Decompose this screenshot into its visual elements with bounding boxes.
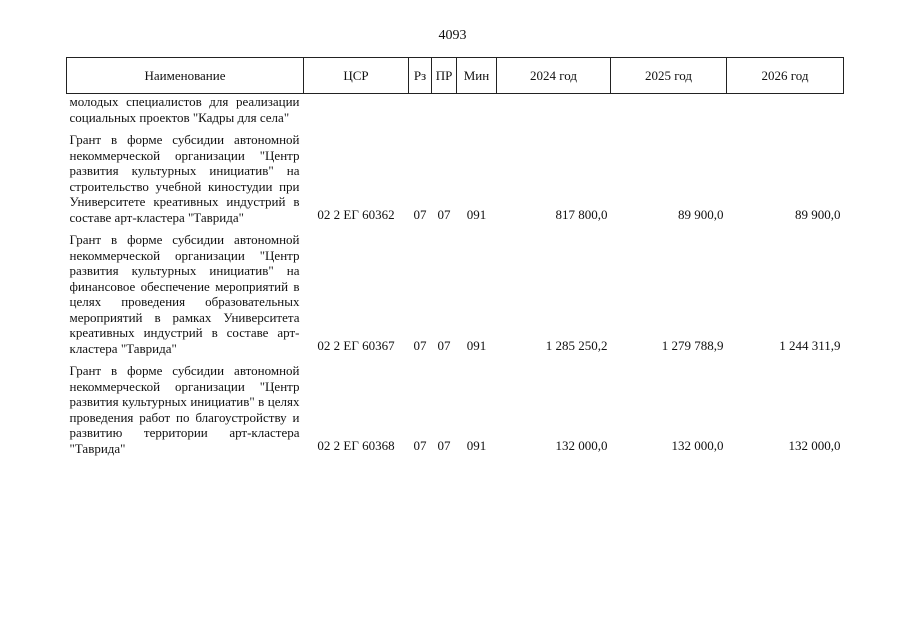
row-2024: 132 000,0 [555,437,608,453]
table-row [67,225,844,356]
row-csr: 02 2 ЕГ 60368 [317,437,395,453]
header-csr: ЦСР [304,58,409,94]
row-2025: 89 900,0 [678,206,724,222]
header-2026: 2026 год [727,58,844,94]
row-2026 [727,94,844,126]
row-2025: 132 000,0 [671,437,724,453]
row-pr: 07 [437,206,451,222]
row-2024 [497,94,611,126]
table-row [67,94,844,126]
header-min: Мин [457,58,497,94]
header-rz: Рз [409,58,432,94]
page-number: 4093 [438,28,467,43]
row-2024: 1 285 250,2 [545,337,608,353]
header-name: Наименование [67,58,304,94]
row-2025 [611,94,727,126]
table-header-row [67,58,844,94]
budget-table [66,57,844,456]
row-min: 091 [466,206,487,222]
table-row [67,125,844,225]
row-name: Грант в форме субсидии автономной некоммерческой организации "Центр развития культурных инициатив" на строительство учебной киностудии при Университете креативных индустрий в составе арт-кластера "Таврида" [69,132,300,225]
row-min [457,94,497,126]
row-min: 091 [466,337,487,353]
row-rz: 07 [413,206,427,222]
header-pr: ПР [432,58,457,94]
row-csr [304,94,409,126]
row-2026: 1 244 311,9 [779,337,841,353]
row-min: 091 [466,437,487,453]
row-rz: 07 [413,437,427,453]
row-2025: 1 279 788,9 [661,337,724,353]
row-csr: 02 2 ЕГ 60367 [317,337,395,353]
row-2026: 89 900,0 [795,206,841,222]
row-rz: 07 [413,337,427,353]
header-2024: 2024 год [497,58,611,94]
row-name: Грант в форме субсидии автономной некоммерческой организации "Центр развития культурных инициатив" в целях проведения работ по благоустройству и развитию территории арт-кластера "Таврида" [69,363,300,456]
header-2025: 2025 год [611,58,727,94]
row-csr: 02 2 ЕГ 60362 [317,206,395,222]
row-2026: 132 000,0 [788,437,841,453]
row-2024: 817 800,0 [555,206,608,222]
row-rz [409,94,432,126]
row-pr: 07 [437,337,451,353]
table-row [67,356,844,456]
row-name: Грант в форме субсидии автономной некоммерческой организации "Центр развития культурных инициатив" на финансовое обеспечение мероприятий в целях проведения образовательных мероприятий в рамках Университета креативных индустрий в составе арт-кластера "Таврида" [69,232,300,356]
row-pr [432,94,457,126]
row-name: молодых специалистов для реализации социальных проектов "Кадры для села" [69,94,300,125]
row-pr: 07 [437,437,451,453]
